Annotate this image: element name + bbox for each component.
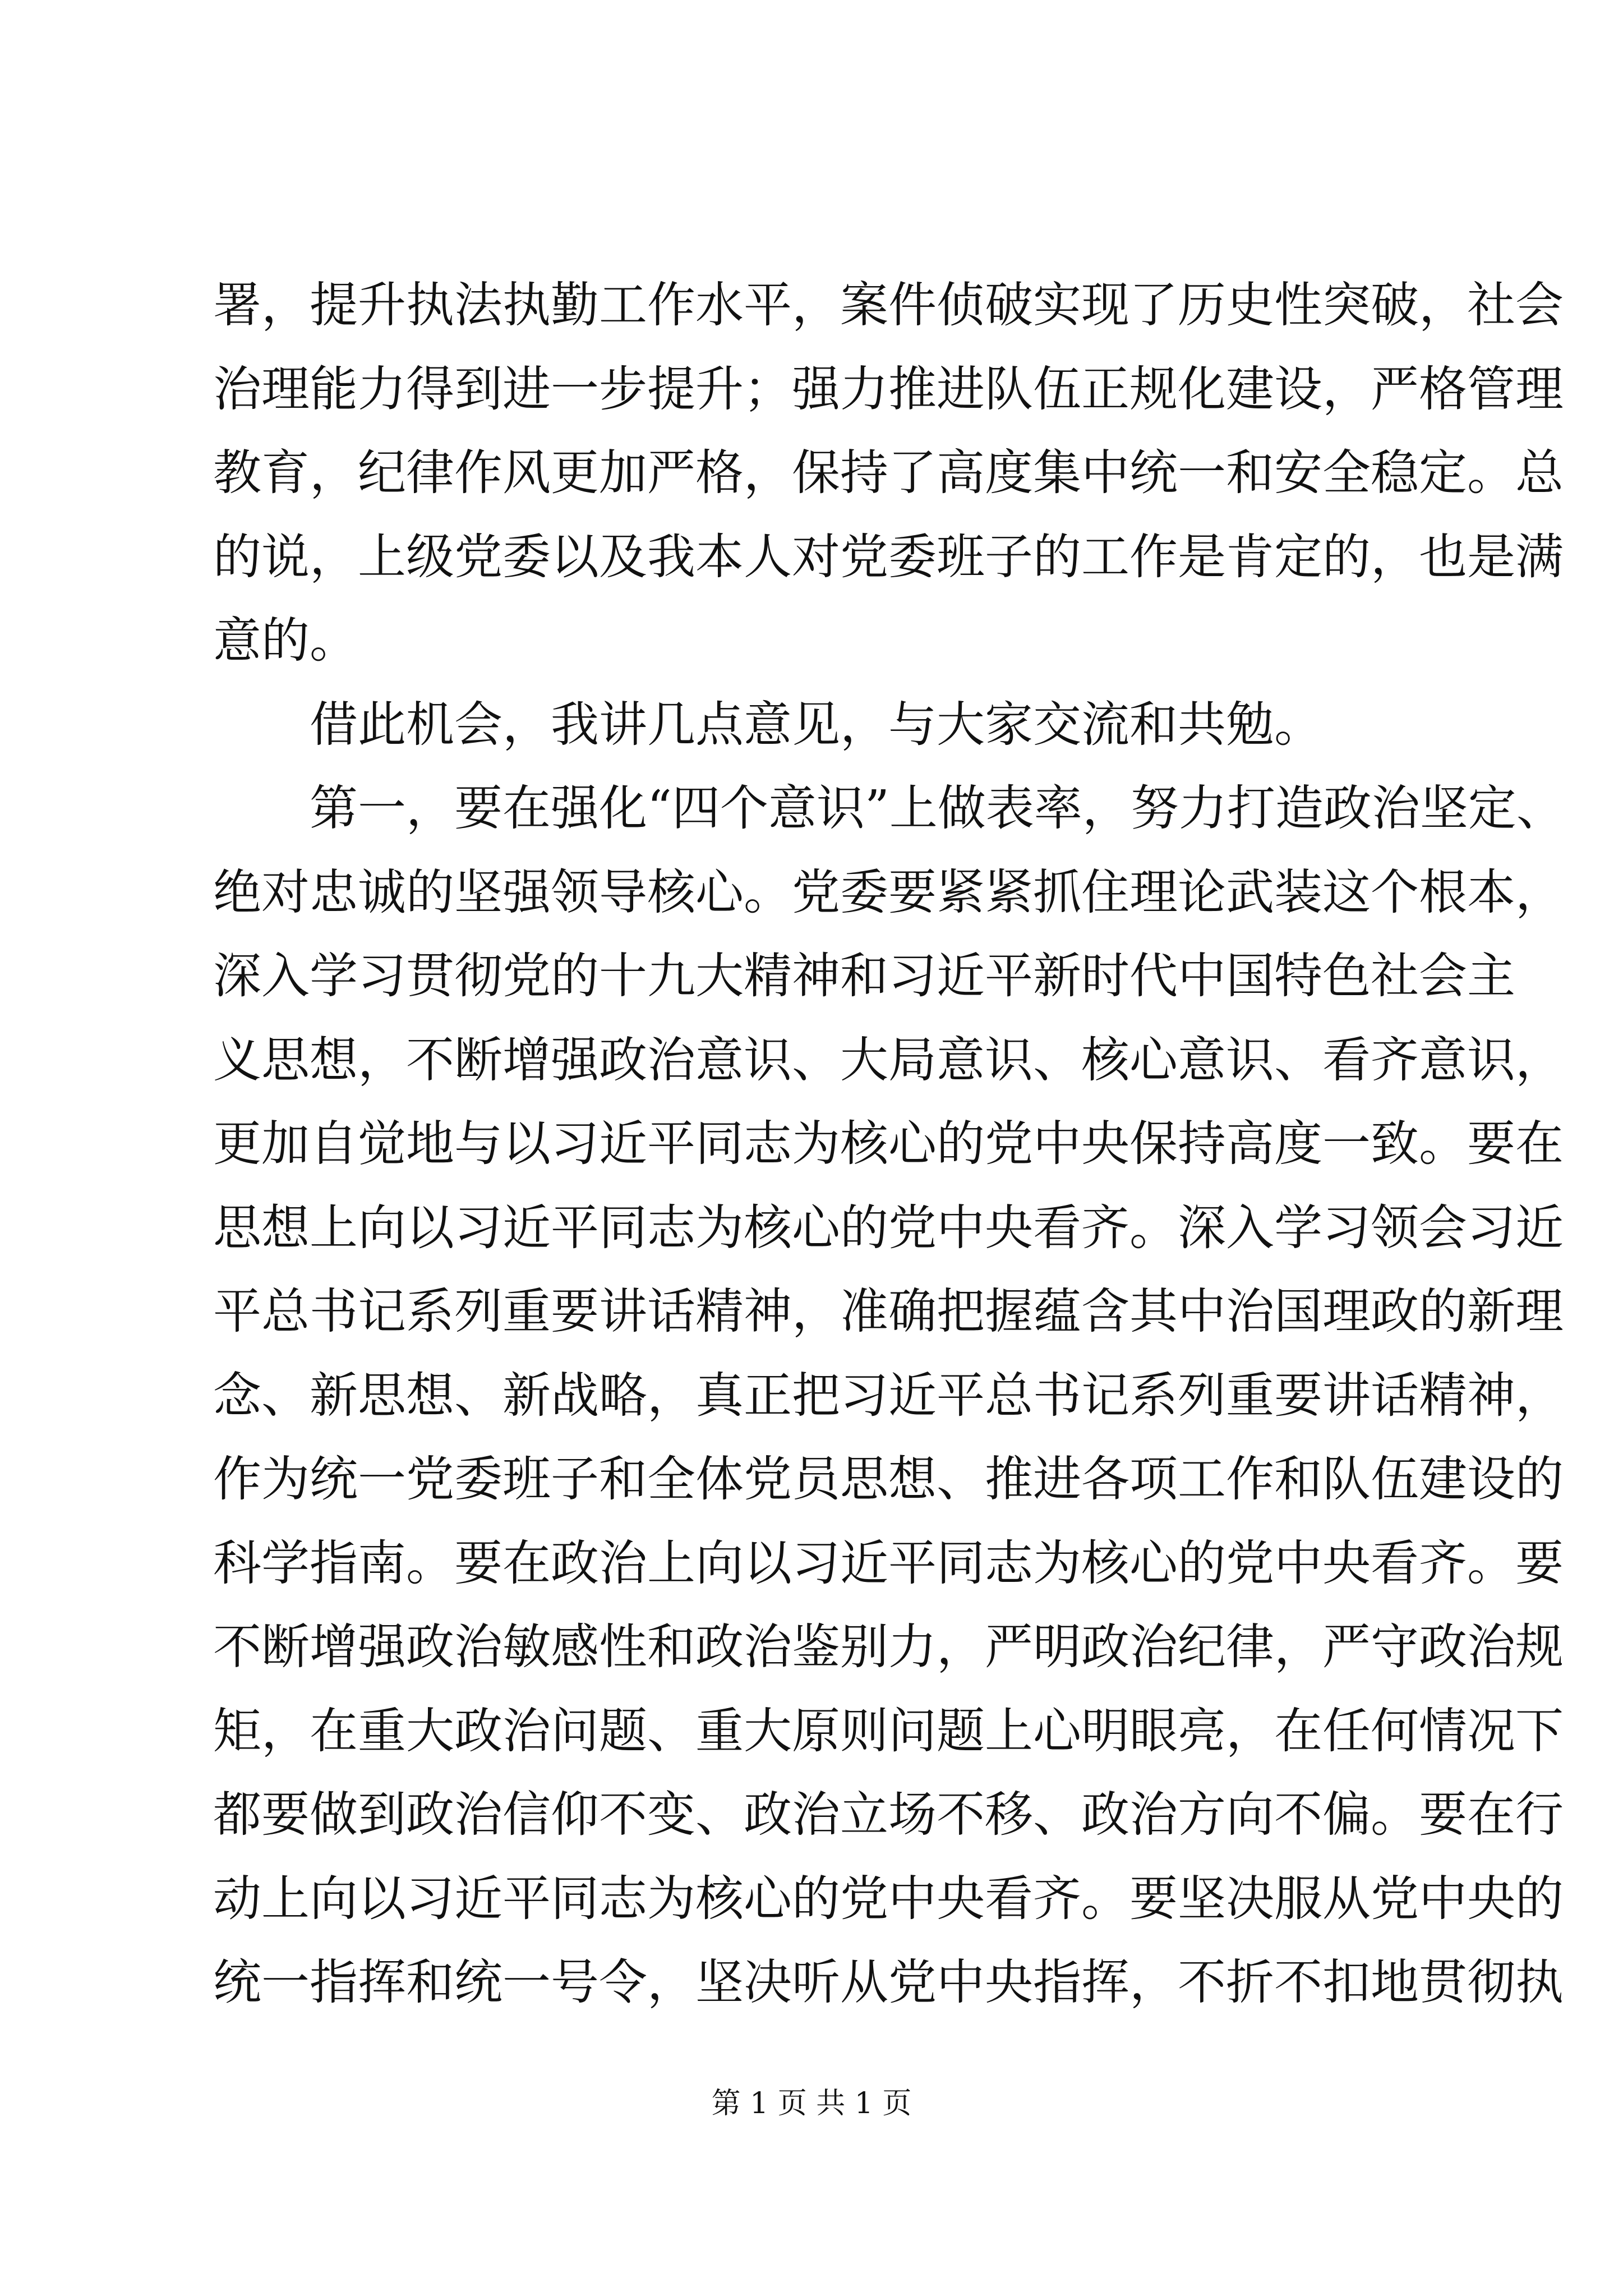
text-line: 治理能力得到进一步提升；强力推进队伍正规化建设，严格管理 xyxy=(213,361,1564,417)
text-line: 作为统一党委班子和全体党员思想、推进各项工作和队伍建设的 xyxy=(213,1451,1564,1507)
page-number-footer: 第 1 页 共 1 页 xyxy=(711,2087,912,2120)
text-line: 深入学习贯彻党的十九大精神和习近平新时代中国特色社会主 xyxy=(213,948,1515,1004)
text-line: 统一指挥和统一号令，坚决听从党中央指挥，不折不扣地贯彻执 xyxy=(213,1954,1564,2010)
text-line: 都要做到政治信仰不变、政治立场不移、政治方向不偏。要在行 xyxy=(213,1787,1564,1843)
text-line: 科学指南。要在政治上向以习近平同志为核心的党中央看齐。要 xyxy=(213,1535,1564,1591)
text-line: 教育，纪律作风更加严格，保持了高度集中统一和安全稳定。总 xyxy=(213,445,1564,501)
text-line: 不断增强政治敏感性和政治鉴别力，严明政治纪律，严守政治规 xyxy=(213,1619,1564,1675)
text-line: 绝对忠诚的坚强领导核心。党委要紧紧抓住理论武装这个根本， xyxy=(213,864,1564,921)
paragraph-start-line: 借此机会，我讲几点意见，与大家交流和共勉。 xyxy=(310,696,1322,753)
text-line: 更加自觉地与以习近平同志为核心的党中央保持高度一致。要在 xyxy=(213,1116,1564,1172)
text-line: 义思想，不断增强政治意识、大局意识、核心意识、看齐意识， xyxy=(213,1032,1564,1088)
text-line: 署，提升执法执勤工作水平，案件侦破实现了历史性突破，社会 xyxy=(213,277,1564,333)
text-line: 意的。 xyxy=(213,613,358,669)
text-line: 念、新思想、新战略，真正把习近平总书记系列重要讲话精神， xyxy=(213,1367,1564,1424)
text-line: 的说，上级党委以及我本人对党委班子的工作是肯定的，也是满 xyxy=(213,528,1564,585)
paragraph-start-line: 第一，要在强化“四个意识”上做表率，努力打造政治坚定、 xyxy=(310,780,1565,836)
text-line: 矩，在重大政治问题、重大原则问题上心明眼亮，在任何情况下 xyxy=(213,1703,1564,1759)
text-line: 平总书记系列重要讲话精神，准确把握蕴含其中治国理政的新理 xyxy=(213,1283,1564,1340)
text-line: 思想上向以习近平同志为核心的党中央看齐。深入学习领会习近 xyxy=(213,1199,1564,1256)
text-line: 动上向以习近平同志为核心的党中央看齐。要坚决服从党中央的 xyxy=(213,1870,1564,1927)
document-body xyxy=(213,264,1565,2025)
